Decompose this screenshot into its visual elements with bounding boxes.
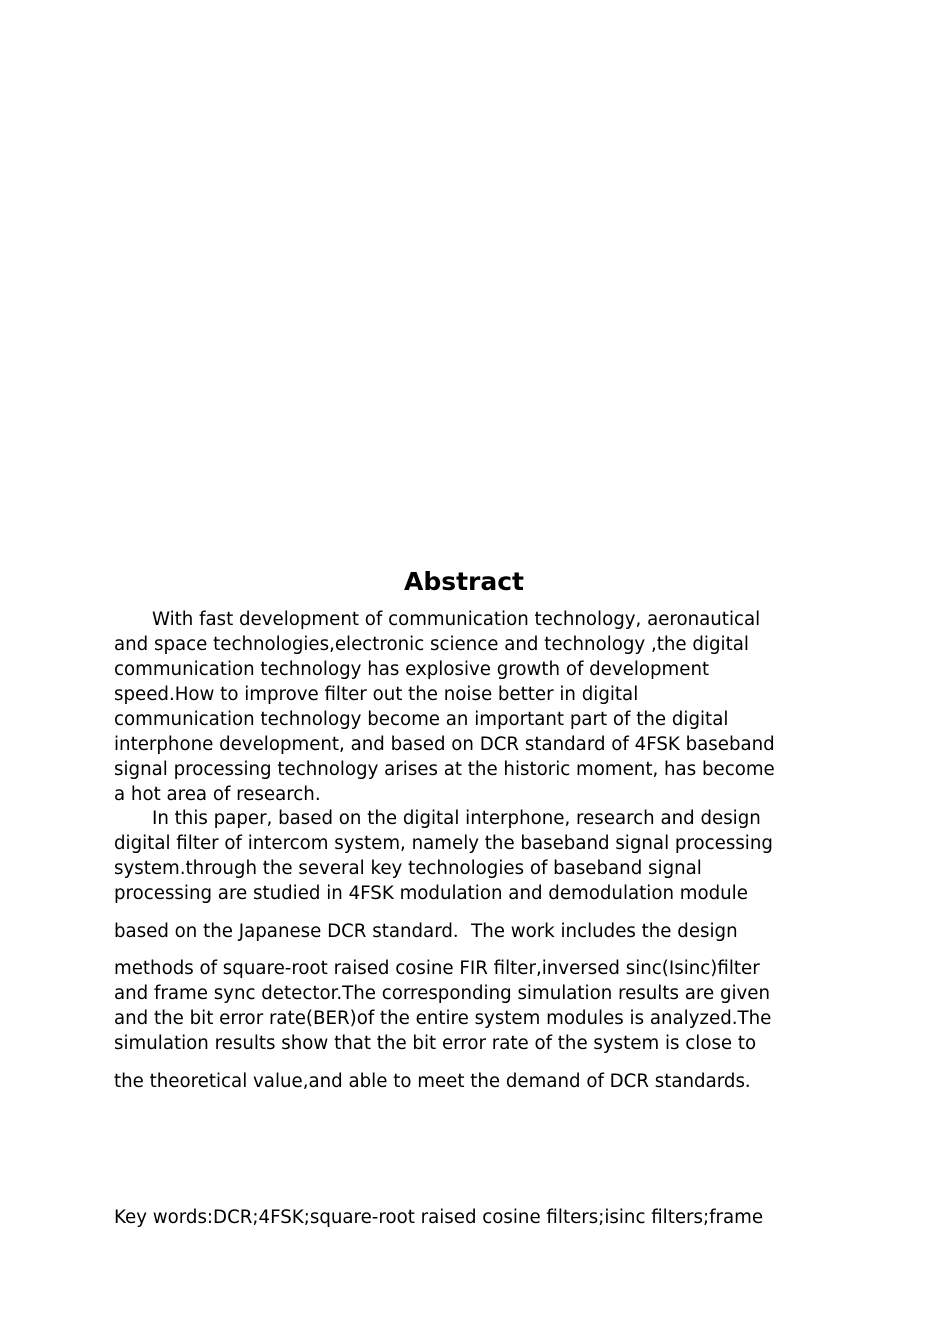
abstract-line: speed.How to improve filter out the noise better in digital [114, 684, 639, 705]
abstract-line: digital filter of intercom system, namely the baseband signal processing [114, 833, 773, 854]
abstract-line: and the bit error rate(BER)of the entire system modules is analyzed.The [114, 1008, 772, 1029]
abstract-line: methods of square-root raised cosine FIR filter,inversed sinc(Isinc)filter [114, 958, 760, 979]
abstract-line: With fast development of communication technology, aeronautical [152, 609, 761, 630]
keywords-line: Key words:DCR;4FSK;square-root raised cosine filters;isinc filters;frame [114, 1207, 764, 1228]
abstract-title: Abstract [403, 567, 525, 596]
abstract-line: system.through the several key technologies of baseband signal [114, 858, 702, 879]
abstract-line: a hot area of research. [114, 784, 321, 805]
abstract-line: communication technology has explosive growth of development [114, 659, 710, 680]
abstract-line: signal processing technology arises at the historic moment, has become [114, 759, 775, 780]
abstract-line: In this paper, based on the digital interphone, research and design [152, 808, 761, 829]
abstract-line: based on the Japanese DCR standard．The work includes the design [114, 921, 738, 942]
abstract-line: interphone development, and based on DCR standard of 4FSK baseband [114, 734, 775, 755]
abstract-line: communication technology become an important part of the digital [114, 709, 729, 730]
abstract-line: and space technologies,electronic science and technology ,the digital [114, 634, 749, 655]
abstract-line: processing are studied in 4FSK modulation and demodulation module [114, 883, 748, 904]
abstract-line: the theoretical value,and able to meet the demand of DCR standards． [114, 1071, 764, 1092]
abstract-line: and frame sync detector.The corresponding simulation results are given [114, 983, 771, 1004]
abstract-line: simulation results show that the bit error rate of the system is close to [114, 1033, 757, 1054]
